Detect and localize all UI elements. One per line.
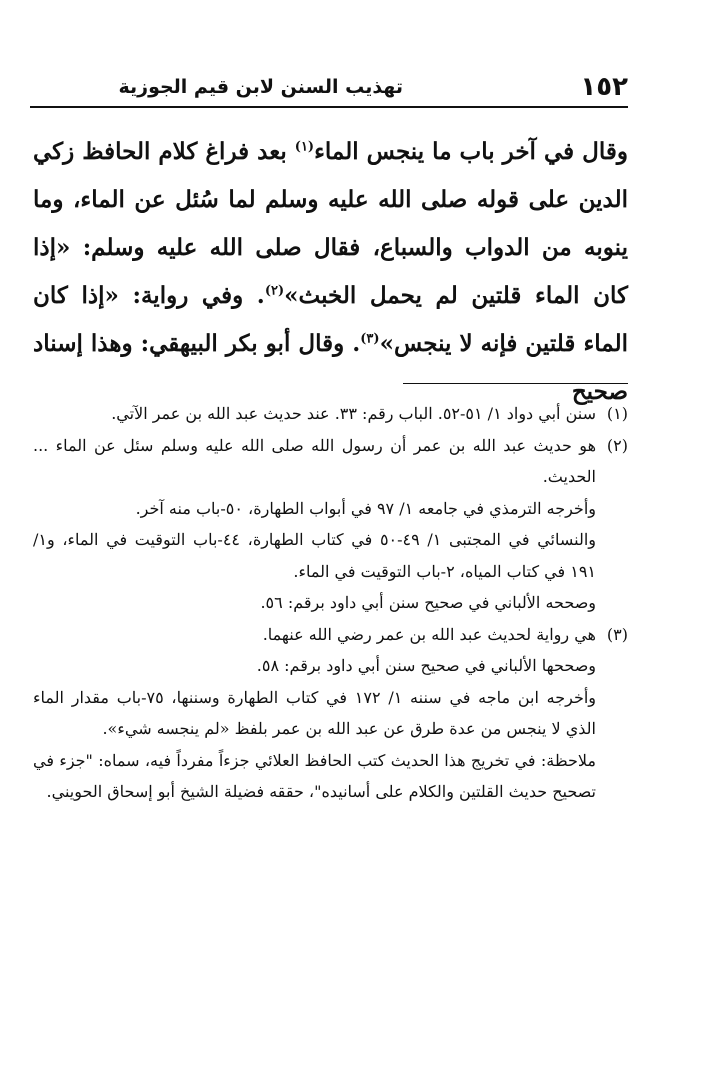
footnote-1: [33, 398, 628, 430]
footnote-text: سنن أبي دواد ١/ ٥١-٥٢. الباب رقم: ٣٣. عند حديث عبد الله بن عمر الآتي.: [111, 404, 596, 423]
paragraph-text-2: . وفي رواية: «إذا كان الماء قلتين فإنه لا ينجس»: [33, 282, 628, 357]
footnote-ref-2: (٢): [264, 283, 285, 299]
chapter-title-phrase: وقال في آخر باب ما ينجس الماء: [314, 138, 629, 165]
footnote-line: وأخرجه الترمذي في جامعه ١/ ٩٧ في أبواب الطهارة، ٥٠-باب منه آخر.: [135, 498, 596, 518]
footnote-number: (٣): [606, 624, 628, 644]
paragraph-text-3: . وقال أبو بكر البيهقي: وهذا إسناد صحيح: [33, 330, 628, 405]
main-text: [33, 128, 628, 416]
footnote-line: والنسائي في المجتبى ١/ ٤٩-٥٠ في كتاب الطهارة، ٤٤-باب التوقيت في الماء، و١/ ١٩١ في كتاب المياه، ٢-باب التوقيت في الماء.: [33, 530, 597, 581]
footnote-separator: [403, 383, 628, 384]
footnote-text: هي رواية لحديث عبد الله بن عمر رضي الله عنهما.: [262, 624, 596, 644]
footnote-line: وأخرجه ابن ماجه في سننه ١/ ١٧٢ في كتاب الطهارة وسننها، ٧٥-باب مقدار الماء الذي لا ينجس من عدة طرق عن عبد الله بن عمر بلفظ «لم ينجسه شيء».: [33, 687, 597, 738]
footnote-line: وصححه الألباني في صحيح سنن أبي داود برقم: ٥٦.: [260, 593, 596, 612]
footnote-number: (٢): [606, 435, 628, 455]
paragraph-text-1: بعد فراغ كلام الحافظ زكي الدين على قوله صلى الله عليه وسلم لما سُئل عن الماء، وما ينوبه من الدواب والسباع، فقال صلى الله عليه وسلم: «إذا كان الماء قلتين لم يحمل الخبث»: [33, 138, 628, 309]
footnote-text: هو حديث عبد الله بن عمر أن رسول الله صلى الله عليه وسلم سئل عن الماء ... الحديث.: [33, 435, 596, 486]
footnote-ref-1: (١): [294, 139, 315, 155]
footnote-3: [33, 619, 628, 651]
page-number: ١٥٢: [580, 72, 628, 102]
footnote-number: (١): [606, 404, 628, 423]
footnote-note: ملاحظة: في تخريج هذا الحديث كتب الحافظ العلائي جزءاً مفرداً فيه، سماه: "جزء في تصحيح حديث القلتين والكلام على أسانيده"، حققه فضيلة الشيخ أبو إسحاق الحويني.: [33, 750, 596, 801]
footnotes: [33, 398, 628, 808]
running-title: تهذيب السنن لابن قيم الجوزية: [118, 76, 403, 98]
footnote-line: وصححها الألباني في صحيح سنن أبي داود برقم: ٥٨.: [256, 656, 596, 675]
footnote-2: [33, 430, 628, 493]
page-header: [30, 70, 628, 108]
footnote-ref-3: (٣): [360, 331, 380, 347]
main-paragraph: [33, 128, 628, 416]
